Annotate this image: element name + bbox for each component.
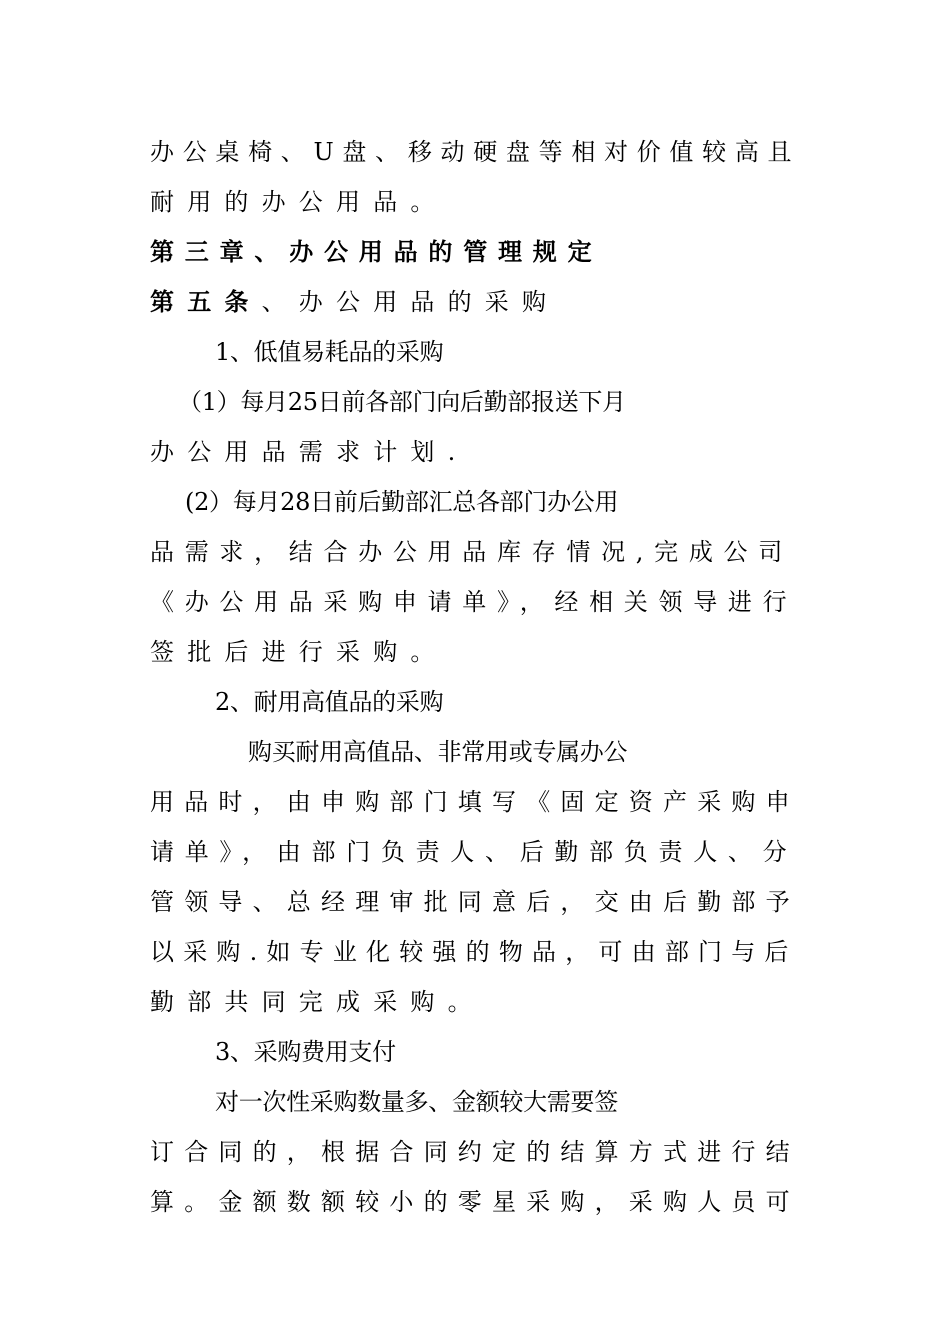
paragraph-line: 以采购.如专业化较强的物品，可由部门与后	[150, 938, 798, 966]
paragraph-line: 对一次性采购数量多、金额较大需要签	[215, 1088, 618, 1116]
paragraph-line: 耐用的办公用品。	[150, 188, 448, 216]
chapter-heading: 第三章、办公用品的管理规定	[150, 237, 603, 266]
paragraph-line: 购买耐用高值品、非常用或专属办公	[248, 738, 628, 766]
paragraph-line: 办公用品需求计划.	[150, 438, 469, 466]
section-heading: 1、低值易耗品的采购	[215, 338, 444, 366]
section-heading: 3、采购费用支付	[215, 1038, 396, 1066]
paragraph-line: 请单》，由部门负责人、后勤部负责人、分	[150, 838, 798, 866]
article-heading	[150, 287, 800, 317]
paragraph-line: 《办公用品采购申请单》，经相关领导进行	[150, 588, 798, 616]
paragraph-line: 签批后进行采购。	[150, 638, 448, 666]
paragraph-line: 管领导、总经理审批同意后，交由后勤部予	[150, 888, 800, 916]
paragraph-line: （1）每月25日前各部门向后勤部报送下月	[178, 388, 626, 416]
paragraph-line: (2）每月28日前后勤部汇总各部门办公用	[185, 488, 619, 516]
paragraph-line: 算。金额数额较小的零星采购，采购人员可	[150, 1188, 800, 1216]
article-title: 、办公用品的采购	[261, 288, 560, 316]
paragraph-line: 订合同的，根据合同约定的结算方式进行结	[150, 1138, 800, 1166]
paragraph-line: 品需求，结合办公用品库存情况,完成公司	[150, 538, 793, 566]
paragraph-line: 办公桌椅、U盘、移动硬盘等相对价值较高且	[150, 138, 801, 166]
article-label: 第五条	[150, 287, 262, 316]
paragraph-line: 勤部共同完成采购。	[150, 988, 485, 1016]
section-heading: 2、耐用高值品的采购	[215, 688, 444, 716]
paragraph-line: 用品时，由申购部门填写《固定资产采购申	[150, 788, 800, 816]
